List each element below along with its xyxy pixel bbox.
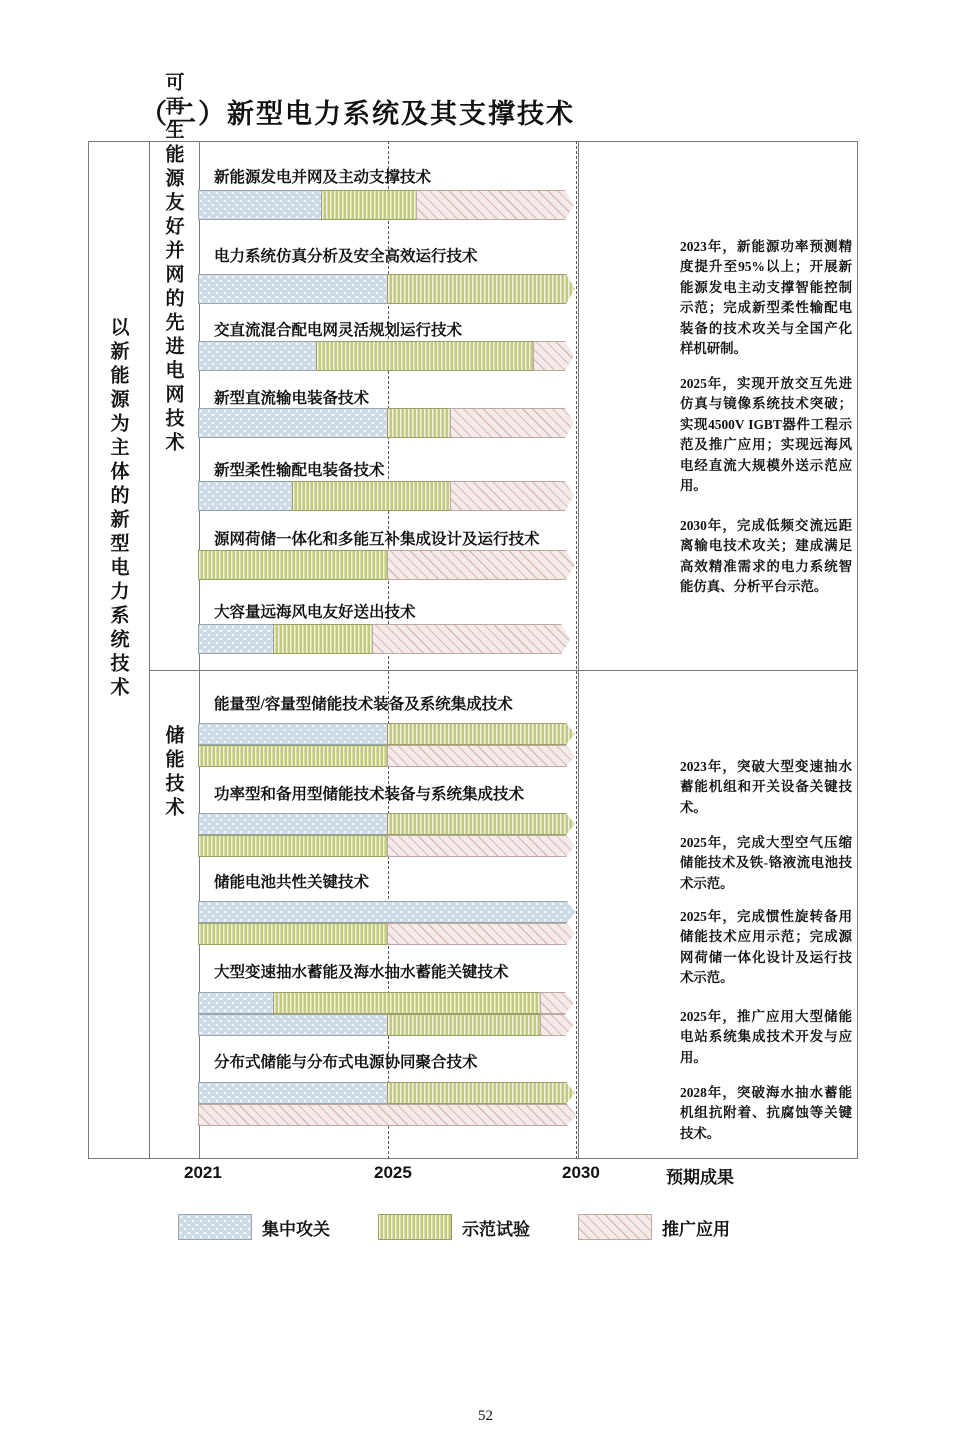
legend-swatch-focused_research <box>178 1214 252 1240</box>
section-label-storage <box>148 528 198 1018</box>
outcome-column-header: 预期成果 <box>666 1168 734 1187</box>
timeline-bar <box>198 274 576 304</box>
expected-outcome: 2025年，推广应用大型储能电站系统集成技术开发与应用。 <box>680 1009 852 1065</box>
bar-segment-promotion <box>387 550 575 580</box>
bar-segment-focused_research <box>198 901 576 923</box>
bar-segment-promotion <box>416 190 574 220</box>
timeline-bar <box>198 901 576 923</box>
bar-segment-demonstration <box>387 274 575 304</box>
expected-outcome: 2023年，突破大型变速抽水蓄能机组和开关设备关键技术。 <box>680 759 852 815</box>
timeline-axis <box>184 1163 858 1193</box>
timeline-bar <box>198 745 576 767</box>
legend-label: 集中攻关 <box>262 1219 330 1239</box>
axis-tick-2025: 2025 <box>374 1163 412 1182</box>
page-title: （二）新型电力系统及其支撑技术 <box>140 99 575 129</box>
bar-segment-focused_research <box>198 992 274 1014</box>
bar-segment-focused_research <box>198 274 388 304</box>
bar-segment-demonstration <box>321 190 418 220</box>
bar-segment-promotion <box>450 481 574 511</box>
bar-segment-demonstration <box>387 813 575 835</box>
bar-segment-promotion <box>540 1014 574 1036</box>
row-label: 新能源发电并网及主动支撑技术 <box>214 169 432 186</box>
row-label: 源网荷储一体化和多能互补集成设计及运行技术 <box>214 531 540 548</box>
bar-segment-demonstration <box>387 1014 541 1036</box>
section-label-renewable <box>148 0 198 528</box>
timeline-bar <box>198 992 576 1014</box>
bar-segment-promotion <box>198 1104 576 1126</box>
page-number: 52 <box>478 1408 493 1424</box>
timeline-bar <box>198 408 576 438</box>
row-label: 大型变速抽水蓄能及海水抽水蓄能关键技术 <box>214 964 509 981</box>
timeline-bar <box>198 723 576 745</box>
timeline-bar <box>198 190 576 220</box>
timeline-bar <box>198 624 572 654</box>
row-label: 能量型/容量型储能技术装备及系统集成技术 <box>214 696 513 713</box>
chart-legend <box>178 1214 778 1248</box>
axis-tick-2030: 2030 <box>562 1163 600 1182</box>
legend-item-demonstration <box>378 1214 530 1240</box>
legend-label: 示范试验 <box>462 1219 530 1239</box>
bar-segment-demonstration <box>387 723 575 745</box>
row-label: 电力系统仿真分析及安全高效运行技术 <box>214 248 478 265</box>
bar-segment-demonstration <box>387 408 451 438</box>
bar-segment-promotion <box>372 624 570 654</box>
timeline-bar <box>198 1104 576 1126</box>
expected-outcomes-column <box>680 0 858 1160</box>
section-label-renewable-text: 可再生能源友好并网的先进电网技术 <box>162 72 184 456</box>
bar-segment-promotion <box>387 835 575 857</box>
bar-segment-demonstration <box>198 550 388 580</box>
expected-outcome: 2025年，实现开放交互先进仿真与镜像系统技术突破；实现4500V IGBT器件工程示范及推广应用；实现远海风电经直流大规模外送示范应用。 <box>680 376 852 493</box>
bar-segment-focused_research <box>198 341 317 371</box>
row-label: 功率型和备用型储能技术装备与系统集成技术 <box>214 786 525 803</box>
section-label-storage-text: 储能技术 <box>162 725 184 821</box>
group-label-main-text: 以新能源为主体的新型电力系统技术 <box>107 317 129 701</box>
bar-segment-demonstration <box>198 745 388 767</box>
expected-outcome: 2030年，完成低频交流远距离输电技术攻关；建成满足高效精准需求的电力系统智能仿真、分析平台示范。 <box>680 518 852 595</box>
row-label: 储能电池共性关键技术 <box>214 874 370 891</box>
row-label: 交直流混合配电网灵活规划运行技术 <box>214 322 463 339</box>
row-label: 新型柔性输配电装备技术 <box>214 462 385 479</box>
bar-segment-promotion <box>450 408 574 438</box>
row-label: 大容量远海风电友好送出技术 <box>214 604 416 621</box>
bar-segment-focused_research <box>198 624 274 654</box>
bar-segment-focused_research <box>198 1082 388 1104</box>
bar-segment-promotion <box>387 923 575 945</box>
timeline-bar <box>198 1082 576 1104</box>
bar-segment-demonstration <box>198 835 388 857</box>
legend-label: 推广应用 <box>662 1219 730 1239</box>
timeline-bar <box>198 481 576 511</box>
gridline-2030 <box>576 141 577 1159</box>
legend-item-focused_research <box>178 1214 330 1240</box>
timeline-bar <box>198 923 576 945</box>
expected-outcome: 2025年，完成大型空气压缩储能技术及铁-铬液流电池技术示范。 <box>680 835 852 891</box>
timeline-bar <box>198 341 576 371</box>
legend-swatch-demonstration <box>378 1214 452 1240</box>
bar-segment-demonstration <box>273 624 373 654</box>
row-label: 分布式储能与分布式电源协同聚合技术 <box>214 1054 478 1071</box>
group-label-main <box>88 0 148 1018</box>
bar-segment-demonstration <box>273 992 541 1014</box>
legend-item-promotion <box>578 1214 730 1240</box>
bar-segment-focused_research <box>198 190 322 220</box>
expected-outcome: 2028年，突破海水抽水蓄能机组抗附着、抗腐蚀等关键技术。 <box>680 1085 852 1141</box>
bar-segment-focused_research <box>198 408 388 438</box>
timeline-bar <box>198 550 576 580</box>
bar-segment-demonstration <box>316 341 534 371</box>
timeline-bar <box>198 813 576 835</box>
bar-segment-promotion <box>387 745 575 767</box>
expected-outcome: 2023年，新能源功率预测精度提升至95%以上；开展新能源发电主动支撑智能控制示范；完成新型柔性输配电装备的技术攻关与全国产化样机研制。 <box>680 239 852 356</box>
bar-segment-focused_research <box>198 481 293 511</box>
bar-segment-promotion <box>533 341 574 371</box>
bar-segment-demonstration <box>387 1082 575 1104</box>
bar-segment-focused_research <box>198 813 388 835</box>
legend-swatch-promotion <box>578 1214 652 1240</box>
timeline-bar <box>198 1014 576 1036</box>
bar-segment-focused_research <box>198 723 388 745</box>
row-label: 新型直流输电装备技术 <box>214 390 370 407</box>
bar-segment-demonstration <box>198 923 388 945</box>
expected-outcome: 2025年，完成惯性旋转备用储能技术应用示范；完成源网荷储一体化设计及运行技术示范。 <box>680 909 852 986</box>
bar-segment-promotion <box>540 992 574 1014</box>
bar-segment-focused_research <box>198 1014 388 1036</box>
axis-tick-2021: 2021 <box>184 1163 222 1182</box>
timeline-bar <box>198 835 576 857</box>
bar-segment-demonstration <box>292 481 451 511</box>
